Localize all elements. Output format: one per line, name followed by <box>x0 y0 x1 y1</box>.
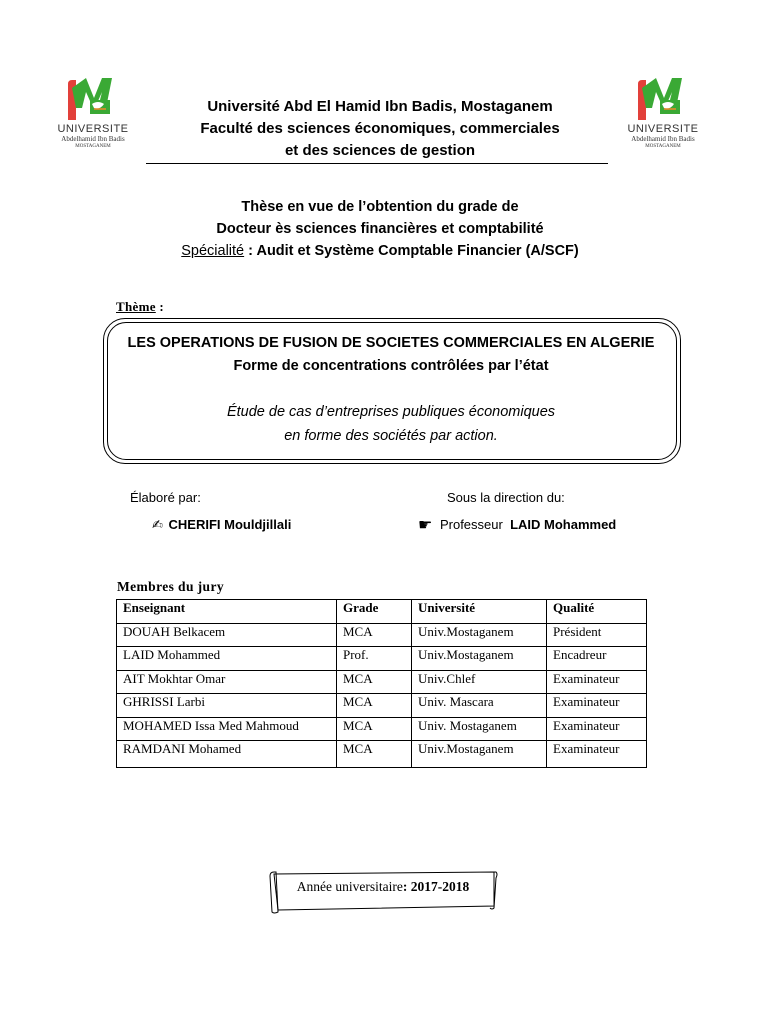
cell-role: Examinateur <box>547 670 647 694</box>
cell-name: MOHAMED Issa Med Mahmoud <box>117 717 337 741</box>
theme-title <box>107 332 675 378</box>
logo-subtitle: Abdelhamid Ibn Badis MOSTAGANEM <box>61 135 125 149</box>
university-logo-right <box>616 76 710 156</box>
table-row <box>117 647 647 671</box>
cell-grade: MCA <box>337 694 412 718</box>
cell-grade: MCA <box>337 717 412 741</box>
cell-name: RAMDANI Mohamed <box>117 741 337 768</box>
specialty-label: Spécialité <box>181 243 245 259</box>
logo-subtitle: Abdelhamid Ibn Badis MOSTAGANEM <box>631 135 695 149</box>
cell-name: LAID Mohammed <box>117 647 337 671</box>
cell-university: Univ.Mostaganem <box>412 623 547 647</box>
prepared-by-label: Élaboré par: <box>130 490 201 505</box>
author-name: CHERIFI Mouldjillali <box>168 517 292 532</box>
col-header-universite: Université <box>412 600 547 624</box>
um-logo-icon <box>616 76 710 124</box>
cell-role: Examinateur <box>547 717 647 741</box>
thesis-purpose: Thèse en vue de l’obtention du grade de <box>241 199 519 215</box>
cell-name: AIT Mokhtar Omar <box>117 670 337 694</box>
director <box>418 515 616 535</box>
jury-label: Membres du jury <box>117 579 224 594</box>
table-row <box>117 694 647 718</box>
cell-role: Encadreur <box>547 647 647 671</box>
author <box>152 517 291 533</box>
faculty-name: Faculté des sciences économiques, commerciales <box>200 120 560 137</box>
pointing-hand-icon: ☛ <box>418 517 433 534</box>
director-title: Professeur <box>439 517 503 532</box>
col-header-enseignant: Enseignant <box>117 600 337 624</box>
table-row <box>117 623 647 647</box>
cell-university: Univ.Mostaganem <box>412 647 547 671</box>
cell-role: Examinateur <box>547 694 647 718</box>
cell-university: Univ. Mostaganem <box>412 717 547 741</box>
thesis-degree: Docteur ès sciences financières et comptabilité <box>216 221 544 237</box>
cell-university: Univ.Chlef <box>412 670 547 694</box>
faculty-name-cont: et des sciences de gestion <box>284 142 476 159</box>
supervised-by-label: Sous la direction du: <box>447 490 565 505</box>
table-row <box>117 741 647 768</box>
cell-university: Univ.Mostaganem <box>412 741 547 768</box>
theme-title-subtitle: Forme de concentrations contrôlées par l’état <box>233 358 549 374</box>
col-header-qualite: Qualité <box>547 600 647 624</box>
university-name: Université Abd El Hamid Ibn Badis, Mostaganem <box>207 98 553 115</box>
thesis-specialty <box>120 240 640 262</box>
theme-case-study: Étude de cas d’entreprises publiques économiques en forme des sociétés par action. <box>226 404 556 444</box>
thesis-info <box>120 196 640 262</box>
table-row <box>117 717 647 741</box>
theme-label: Thème : <box>116 299 164 314</box>
table-row <box>117 670 647 694</box>
theme-title-main: LES OPERATIONS DE FUSION DE SOCIETES COMMERCIALES EN ALGERIE <box>127 335 655 351</box>
col-header-grade: Grade <box>337 600 412 624</box>
cell-grade: MCA <box>337 623 412 647</box>
logo-university-word: UNIVERSITE <box>627 123 699 135</box>
academic-year-value: : 2017-2018 <box>402 879 470 894</box>
cell-name: DOUAH Belkacem <box>117 623 337 647</box>
jury-table <box>116 599 647 768</box>
cell-grade: Prof. <box>337 647 412 671</box>
specialty-value: : Audit et Système Comptable Financier (A/SCF) <box>244 243 579 259</box>
cell-role: Examinateur <box>547 741 647 768</box>
academic-year <box>270 879 496 895</box>
institution-header <box>140 96 620 162</box>
cell-grade: MCA <box>337 741 412 768</box>
university-logo-left <box>46 76 140 156</box>
header-divider <box>146 163 608 164</box>
cell-name: GHRISSI Larbi <box>117 694 337 718</box>
cell-role: Président <box>547 623 647 647</box>
table-header-row <box>117 600 647 624</box>
logo-university-word: UNIVERSITE <box>57 123 129 135</box>
cell-grade: MCA <box>337 670 412 694</box>
cell-university: Univ. Mascara <box>412 694 547 718</box>
academic-year-label: Année universitaire <box>296 879 403 894</box>
director-name: LAID Mohammed <box>510 517 617 532</box>
writing-hand-icon: ✍ <box>152 517 163 532</box>
um-logo-icon <box>46 76 140 124</box>
